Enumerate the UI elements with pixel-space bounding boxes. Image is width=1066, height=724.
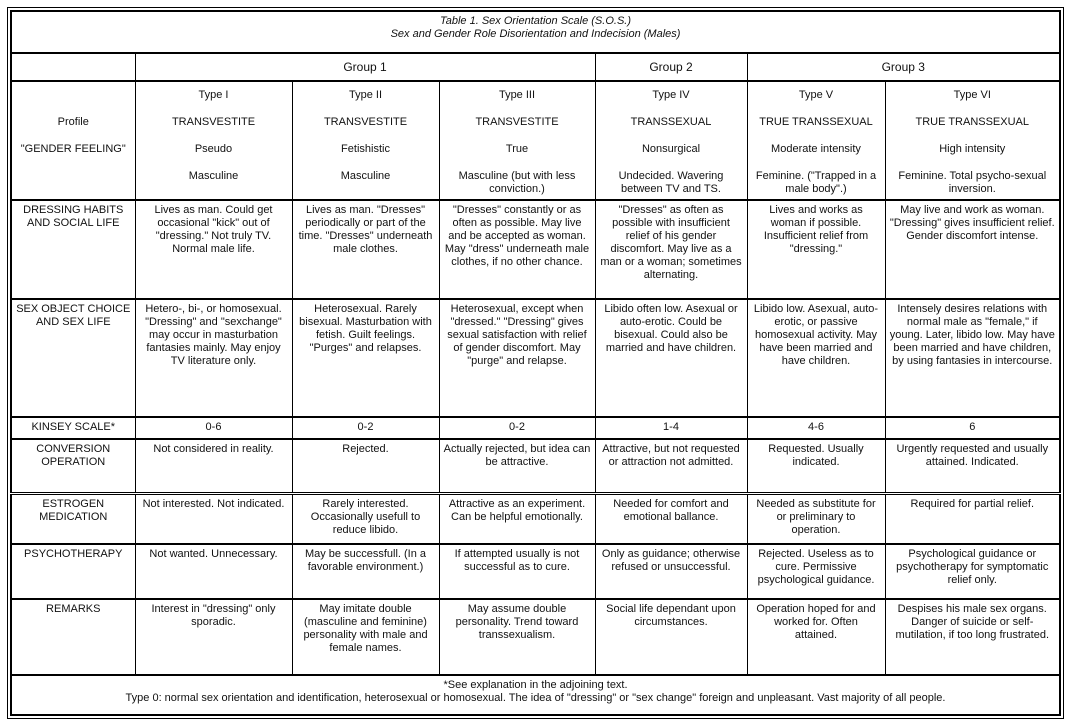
type-subtype: True xyxy=(505,143,529,155)
row-conversion-operation xyxy=(11,439,1060,493)
cell-dressing-type4: "Dresses" as often as possible with insufficient relief of his gender discomfort. May live as a man or a woman; sometimes alternating. xyxy=(595,200,747,299)
cell-sexobject-type4: Libido often low. Asexual or auto-erotic. Could be bisexual. Could also be married and have children. xyxy=(595,299,747,417)
row-sex-object-choice xyxy=(11,299,1060,417)
type-number: Type II xyxy=(348,89,383,101)
cell-sexobject-type6: Intensely desires relations with normal male as "female," if young. Later, libido low. May have been married and have children, by using fantasies in intercourse. xyxy=(885,299,1060,417)
profile-type6 xyxy=(885,81,1060,200)
cell-psychotherapy-type6: Psychological guidance or psychotherapy for symptomatic relief only. xyxy=(885,544,1060,599)
cell-kinsey-type2: 0-2 xyxy=(292,417,439,439)
cell-sexobject-type5: Libido low. Asexual, auto-erotic, or passive homosexual activity. May have been married and have children. xyxy=(747,299,885,417)
group-header-empty-cell xyxy=(11,53,135,81)
type-subtype: Nonsurgical xyxy=(641,143,701,155)
profile-label: Profile xyxy=(57,116,89,128)
cell-dressing-type6: May live and work as woman. "Dressing" gives insufficient relief. Gender discomfort intense. xyxy=(885,200,1060,299)
cell-estrogen-type1: Not interested. Not indicated. xyxy=(135,493,292,544)
table-title xyxy=(11,11,1060,53)
table-outer-frame xyxy=(7,7,1064,719)
cell-dressing-type5: Lives and works as woman if possible. Insufficient relief from "dressing." xyxy=(747,200,885,299)
cell-psychotherapy-type2: May be successfull. (In a favorable environment.) xyxy=(292,544,439,599)
cell-kinsey-type1: 0-6 xyxy=(135,417,292,439)
profile-label-spacer xyxy=(16,89,131,102)
cell-psychotherapy-type4: Only as guidance; otherwise refused or unsuccessful. xyxy=(595,544,747,599)
footnote-asterisk: *See explanation in the adjoining text. xyxy=(443,679,628,691)
type-subtype: Pseudo xyxy=(194,143,233,155)
cell-dressing-type3: "Dresses" constantly or as often as possible. May live and be accepted as woman. May "dress" underneath male clothes, if no other chance. xyxy=(439,200,595,299)
type-name: TRANSSEXUAL xyxy=(630,116,712,128)
profile-type5 xyxy=(747,81,885,200)
cell-remarks-type6: Despises his male sex organs. Danger of suicide or self-mutilation, if too long frustrated. xyxy=(885,599,1060,675)
group2-header: Group 2 xyxy=(595,53,747,81)
cell-sexobject-type2: Heterosexual. Rarely bisexual. Masturbation with fetish. Guilt feelings. "Purges" and relapses. xyxy=(292,299,439,417)
cell-kinsey-type5: 4-6 xyxy=(747,417,885,439)
row-label-sex-object-choice: SEX OBJECT CHOICE AND SEX LIFE xyxy=(11,299,135,417)
cell-conversion-type6: Urgently requested and usually attained. Indicated. xyxy=(885,439,1060,493)
row-estrogen-medication xyxy=(11,493,1060,544)
type-feeling: Feminine. ("Trapped in a male body".) xyxy=(755,170,877,195)
cell-estrogen-type3: Attractive as an experiment. Can be helpful emotionally. xyxy=(439,493,595,544)
row-label-conversion-operation: CONVERSION OPERATION xyxy=(11,439,135,493)
cell-remarks-type4: Social life dependant upon circumstances. xyxy=(595,599,747,675)
row-label-dressing-habits: DRESSING HABITS AND SOCIAL LIFE xyxy=(11,200,135,299)
cell-estrogen-type2: Rarely interested. Occasionally usefull to reduce libido. xyxy=(292,493,439,544)
cell-conversion-type4: Attractive, but not requested or attraction not admitted. xyxy=(595,439,747,493)
row-kinsey-scale xyxy=(11,417,1060,439)
cell-conversion-type5: Requested. Usually indicated. xyxy=(747,439,885,493)
group-header-row xyxy=(11,53,1060,81)
cell-psychotherapy-type3: If attempted usually is not successful as to cure. xyxy=(439,544,595,599)
type-subtype: Moderate intensity xyxy=(771,143,861,155)
type-number: Type III xyxy=(498,89,536,101)
row-label-kinsey-scale: KINSEY SCALE* xyxy=(11,417,135,439)
cell-kinsey-type4: 1-4 xyxy=(595,417,747,439)
type-subtype: High intensity xyxy=(939,143,1006,155)
row-psychotherapy xyxy=(11,544,1060,599)
table-title-line2: Sex and Gender Role Disorientation and Indecision (Males) xyxy=(390,28,681,40)
group1-header: Group 1 xyxy=(135,53,595,81)
row-dressing-habits xyxy=(11,200,1060,299)
group3-header: Group 3 xyxy=(747,53,1060,81)
gender-feeling-label: "GENDER FEELING" xyxy=(20,143,126,155)
cell-conversion-type2: Rejected. xyxy=(292,439,439,493)
profile-type1 xyxy=(135,81,292,200)
profile-type2 xyxy=(292,81,439,200)
profile-type4 xyxy=(595,81,747,200)
row-label-estrogen-medication: ESTROGEN MEDICATION xyxy=(11,493,135,544)
type-name: TRANSVESTITE xyxy=(475,116,559,128)
footnote-row xyxy=(11,675,1060,715)
type-feeling: Masculine xyxy=(188,170,239,182)
profile-label-cell xyxy=(11,81,135,200)
type-number: Type V xyxy=(798,89,834,101)
profile-type3 xyxy=(439,81,595,200)
title-row xyxy=(11,11,1060,53)
row-label-remarks: REMARKS xyxy=(11,599,135,675)
cell-conversion-type1: Not considered in reality. xyxy=(135,439,292,493)
type-subtype: Fetishistic xyxy=(341,143,390,155)
footnotes xyxy=(11,675,1060,715)
type-number: Type VI xyxy=(953,89,991,101)
cell-dressing-type2: Lives as man. "Dresses" periodically or part of the time. "Dresses" underneath male clothes. xyxy=(292,200,439,299)
type-feeling: Masculine xyxy=(340,170,391,182)
cell-remarks-type1: Interest in "dressing" only sporadic. xyxy=(135,599,292,675)
cell-remarks-type2: May imitate double (masculine and feminine) personality with male and female names. xyxy=(292,599,439,675)
row-label-psychotherapy: PSYCHOTHERAPY xyxy=(11,544,135,599)
table-title-line1: Table 1. Sex Orientation Scale (S.O.S.) xyxy=(440,15,631,27)
cell-psychotherapy-type1: Not wanted. Unnecessary. xyxy=(135,544,292,599)
cell-kinsey-type3: 0-2 xyxy=(439,417,595,439)
type-name: TRUE TRANSSEXUAL xyxy=(915,116,1030,128)
type-number: Type I xyxy=(198,89,229,101)
cell-sexobject-type1: Hetero-, bi-, or homosexual. "Dressing" and "sexchange" may occur in masturbation fantasies mainly. May enjoy TV literature only. xyxy=(135,299,292,417)
type-name: TRANSVESTITE xyxy=(171,116,256,128)
type-feeling: Undecided. Wavering between TV and TS. xyxy=(618,170,724,195)
cell-estrogen-type5: Needed as substitute for or preliminary to operation. xyxy=(747,493,885,544)
type-number: Type IV xyxy=(652,89,690,101)
type-name: TRANSVESTITE xyxy=(323,116,408,128)
sex-orientation-scale-table xyxy=(10,10,1061,716)
type-name: TRUE TRANSSEXUAL xyxy=(759,116,873,128)
row-remarks xyxy=(11,599,1060,675)
cell-estrogen-type6: Required for partial relief. xyxy=(885,493,1060,544)
cell-remarks-type5: Operation hoped for and worked for. Often attained. xyxy=(747,599,885,675)
cell-psychotherapy-type5: Rejected. Useless as to cure. Permissive psychological guidance. xyxy=(747,544,885,599)
profile-header-row xyxy=(11,81,1060,200)
cell-kinsey-type6: 6 xyxy=(885,417,1060,439)
type-feeling: Feminine. Total psycho-sexual inversion. xyxy=(898,170,1047,195)
type-feeling: Masculine (but with less conviction.) xyxy=(458,170,576,195)
cell-conversion-type3: Actually rejected, but idea can be attractive. xyxy=(439,439,595,493)
footnote-type0: Type 0: normal sex orientation and identification, heterosexual or homosexual. The idea of "dressing" or "sex change" foreign and unpleasant. Vast majority of all people. xyxy=(125,692,946,704)
cell-dressing-type1: Lives as man. Could get occasional "kick" out of "dressing." Not truly TV. Normal male life. xyxy=(135,200,292,299)
cell-sexobject-type3: Heterosexual, except when "dressed." "Dressing" gives sexual satisfaction with relief of gender discomfort. May "purge" and relapse. xyxy=(439,299,595,417)
cell-estrogen-type4: Needed for comfort and emotional ballance. xyxy=(595,493,747,544)
cell-remarks-type3: May assume double personality. Trend toward transsexualism. xyxy=(439,599,595,675)
